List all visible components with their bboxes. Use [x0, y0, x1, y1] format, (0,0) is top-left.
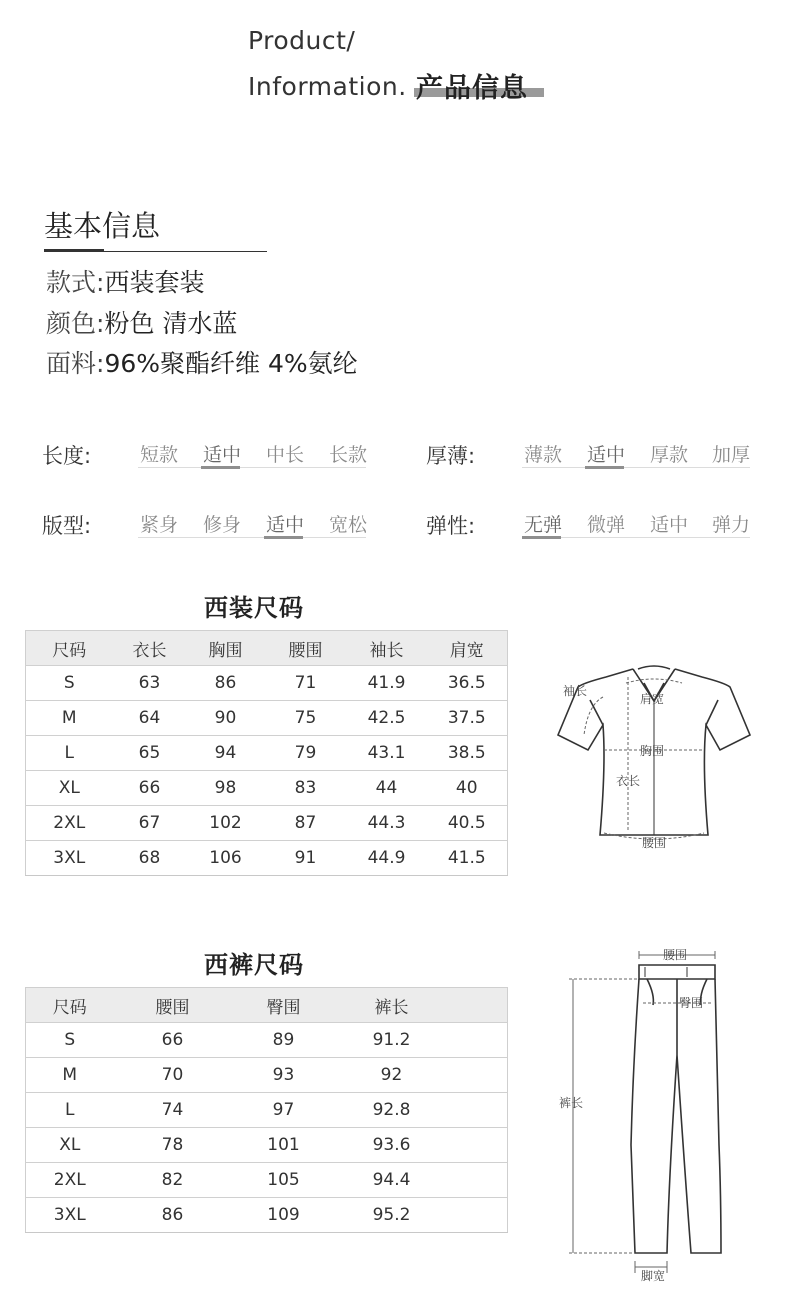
- table-cell: 106: [187, 841, 265, 876]
- attr-selected-indicator: [585, 466, 624, 469]
- pants-outline: [631, 965, 721, 1253]
- jacket-length-label: 衣长: [616, 774, 641, 788]
- table-cell: 109: [232, 1198, 336, 1233]
- table-cell: 94.4: [336, 1163, 448, 1198]
- table-cell: 102: [187, 806, 265, 841]
- table-row: [26, 1163, 508, 1198]
- jacket-shoulder-label: 肩宽: [640, 692, 665, 706]
- table-cell: 91: [265, 841, 347, 876]
- column-header: 衣长: [113, 631, 187, 666]
- attr-option-selected: 适中: [586, 444, 625, 466]
- pants-waist-label: 腰围: [663, 948, 688, 962]
- table-cell: 92.8: [336, 1093, 448, 1128]
- table-cell: L: [26, 736, 113, 771]
- table-cell-empty: [448, 1058, 508, 1093]
- table-cell: 3XL: [26, 1198, 114, 1233]
- table-cell: 70: [114, 1058, 232, 1093]
- table-cell: 71: [265, 666, 347, 701]
- table-cell-empty: [448, 1093, 508, 1128]
- table-row: [26, 1093, 508, 1128]
- table-cell: M: [26, 701, 113, 736]
- table-cell: 93: [232, 1058, 336, 1093]
- pants-hip-label: 臀围: [679, 996, 704, 1010]
- table-cell: 44.9: [347, 841, 427, 876]
- table-cell: 90: [187, 701, 265, 736]
- attr-option: 长款: [328, 444, 367, 466]
- table-row: [26, 701, 508, 736]
- table-cell: 98: [187, 771, 265, 806]
- table-cell-empty: [448, 1128, 508, 1163]
- table-cell: 93.6: [336, 1128, 448, 1163]
- table-cell: 2XL: [26, 1163, 114, 1198]
- table-cell: 36.5: [427, 666, 508, 701]
- attr-label-fit: 版型:: [42, 514, 92, 538]
- table-cell: 38.5: [427, 736, 508, 771]
- table-row: [26, 1023, 508, 1058]
- column-header: 尺码: [26, 988, 114, 1023]
- table-cell: 42.5: [347, 701, 427, 736]
- info-row-fabric: [46, 344, 358, 380]
- table-cell: 65: [113, 736, 187, 771]
- table-cell: 3XL: [26, 841, 113, 876]
- pants-table-title: 西裤尺码: [204, 951, 304, 979]
- header-en-line2: Information.: [248, 72, 407, 101]
- attr-option-selected: 无弹: [523, 514, 562, 536]
- column-header: 臀围: [232, 988, 336, 1023]
- column-header: 肩宽: [427, 631, 508, 666]
- table-cell: 86: [114, 1198, 232, 1233]
- column-header: 尺码: [26, 631, 113, 666]
- info-label: 款式:: [46, 268, 105, 297]
- jacket-waist-label: 腰围: [642, 836, 667, 850]
- attr-option: 中长: [265, 444, 304, 466]
- table-cell: 101: [232, 1128, 336, 1163]
- table-cell: 68: [113, 841, 187, 876]
- table-row: [26, 1198, 508, 1233]
- attr-selected-indicator: [201, 466, 240, 469]
- table-row: [26, 771, 508, 806]
- attr-option: 适中: [649, 514, 688, 536]
- table-cell: 40.5: [427, 806, 508, 841]
- table-cell: 78: [114, 1128, 232, 1163]
- table-cell: 37.5: [427, 701, 508, 736]
- table-cell: 75: [265, 701, 347, 736]
- column-header: 腰围: [265, 631, 347, 666]
- jacket-diagram: [548, 655, 760, 855]
- attr-option: 紧身: [139, 514, 178, 536]
- attr-rule: [138, 537, 366, 538]
- jacket-sleeve-char: 袖长: [563, 684, 588, 698]
- table-cell-empty: [448, 1198, 508, 1233]
- info-value: 粉色 清水蓝: [104, 309, 238, 338]
- column-header: 裤长: [336, 988, 448, 1023]
- table-cell: 74: [114, 1093, 232, 1128]
- attr-label-thickness: 厚薄:: [426, 444, 476, 468]
- table-cell: 87: [265, 806, 347, 841]
- table-cell-empty: [448, 1163, 508, 1198]
- table-cell: 44.3: [347, 806, 427, 841]
- info-label: 颜色:: [46, 309, 105, 338]
- jacket-sleeve-label: [563, 683, 587, 698]
- table-row: [26, 736, 508, 771]
- pants-length-label: 裤长: [559, 1096, 584, 1110]
- table-cell: S: [26, 666, 113, 701]
- attr-option-selected: 适中: [202, 444, 241, 466]
- pants-diagram: [555, 945, 755, 1285]
- table-row: [26, 841, 508, 876]
- table-cell: 40: [427, 771, 508, 806]
- table-cell: 66: [114, 1023, 232, 1058]
- suit-table-title: 西装尺码: [204, 594, 304, 622]
- table-cell: M: [26, 1058, 114, 1093]
- table-cell: XL: [26, 1128, 114, 1163]
- table-cell: 97: [232, 1093, 336, 1128]
- table-row: [26, 666, 508, 701]
- table-row: [26, 806, 508, 841]
- table-cell: 91.2: [336, 1023, 448, 1058]
- column-header: 袖长: [347, 631, 427, 666]
- attr-rule: [522, 467, 750, 468]
- attr-option-selected: 适中: [265, 514, 304, 536]
- attr-option: 短款: [139, 444, 178, 466]
- table-cell: S: [26, 1023, 114, 1058]
- attr-option: 加厚: [711, 444, 750, 466]
- table-cell: 41.9: [347, 666, 427, 701]
- table-cell: 64: [113, 701, 187, 736]
- table-cell: 95.2: [336, 1198, 448, 1233]
- attr-option: 宽松: [328, 514, 367, 536]
- attr-option: 厚款: [649, 444, 688, 466]
- info-label: 面料:: [46, 349, 105, 378]
- table-cell: 41.5: [427, 841, 508, 876]
- table-cell: 105: [232, 1163, 336, 1198]
- table-cell: 66: [113, 771, 187, 806]
- attr-label-length: 长度:: [42, 444, 92, 468]
- attr-label-elasticity: 弹性:: [426, 514, 476, 538]
- jacket-chest-label: 胸围: [640, 744, 665, 758]
- table-cell: 79: [265, 736, 347, 771]
- attr-selected-indicator: [522, 536, 561, 539]
- table-cell: 89: [232, 1023, 336, 1058]
- pants-size-table: [25, 987, 508, 1233]
- table-cell: 43.1: [347, 736, 427, 771]
- info-value: 96%聚酯纤维 4%氨纶: [104, 349, 358, 378]
- basic-info-title: 基本信息: [44, 209, 161, 243]
- table-header-row: [26, 631, 508, 666]
- attr-option: 微弹: [586, 514, 625, 536]
- table-cell: 44: [347, 771, 427, 806]
- table-cell: 86: [187, 666, 265, 701]
- column-header-empty: [448, 988, 508, 1023]
- header-en-line1: Product/: [248, 26, 356, 55]
- table-row: [26, 1058, 508, 1093]
- attr-rule: [138, 467, 366, 468]
- table-row: [26, 1128, 508, 1163]
- table-cell: L: [26, 1093, 114, 1128]
- table-header-row: [26, 988, 508, 1023]
- attr-option: 弹力: [711, 514, 750, 536]
- info-row-style: [46, 263, 204, 299]
- suit-size-table: [25, 630, 508, 876]
- table-cell: 83: [265, 771, 347, 806]
- table-cell: 82: [114, 1163, 232, 1198]
- table-cell: 92: [336, 1058, 448, 1093]
- attr-option: 修身: [202, 514, 241, 536]
- header-cn-title: 产品信息: [416, 73, 528, 104]
- column-header: 胸围: [187, 631, 265, 666]
- basic-info-divider-accent: [44, 249, 104, 252]
- table-cell: XL: [26, 771, 113, 806]
- table-cell: 94: [187, 736, 265, 771]
- table-cell: 63: [113, 666, 187, 701]
- pants-hem-label: 脚宽: [641, 1269, 666, 1283]
- table-cell: 2XL: [26, 806, 113, 841]
- info-value: 西装套装: [104, 268, 205, 297]
- info-row-color: [46, 304, 237, 340]
- table-cell: 67: [113, 806, 187, 841]
- column-header: 腰围: [114, 988, 232, 1023]
- table-cell-empty: [448, 1023, 508, 1058]
- attr-option: 薄款: [523, 444, 562, 466]
- attr-selected-indicator: [264, 536, 303, 539]
